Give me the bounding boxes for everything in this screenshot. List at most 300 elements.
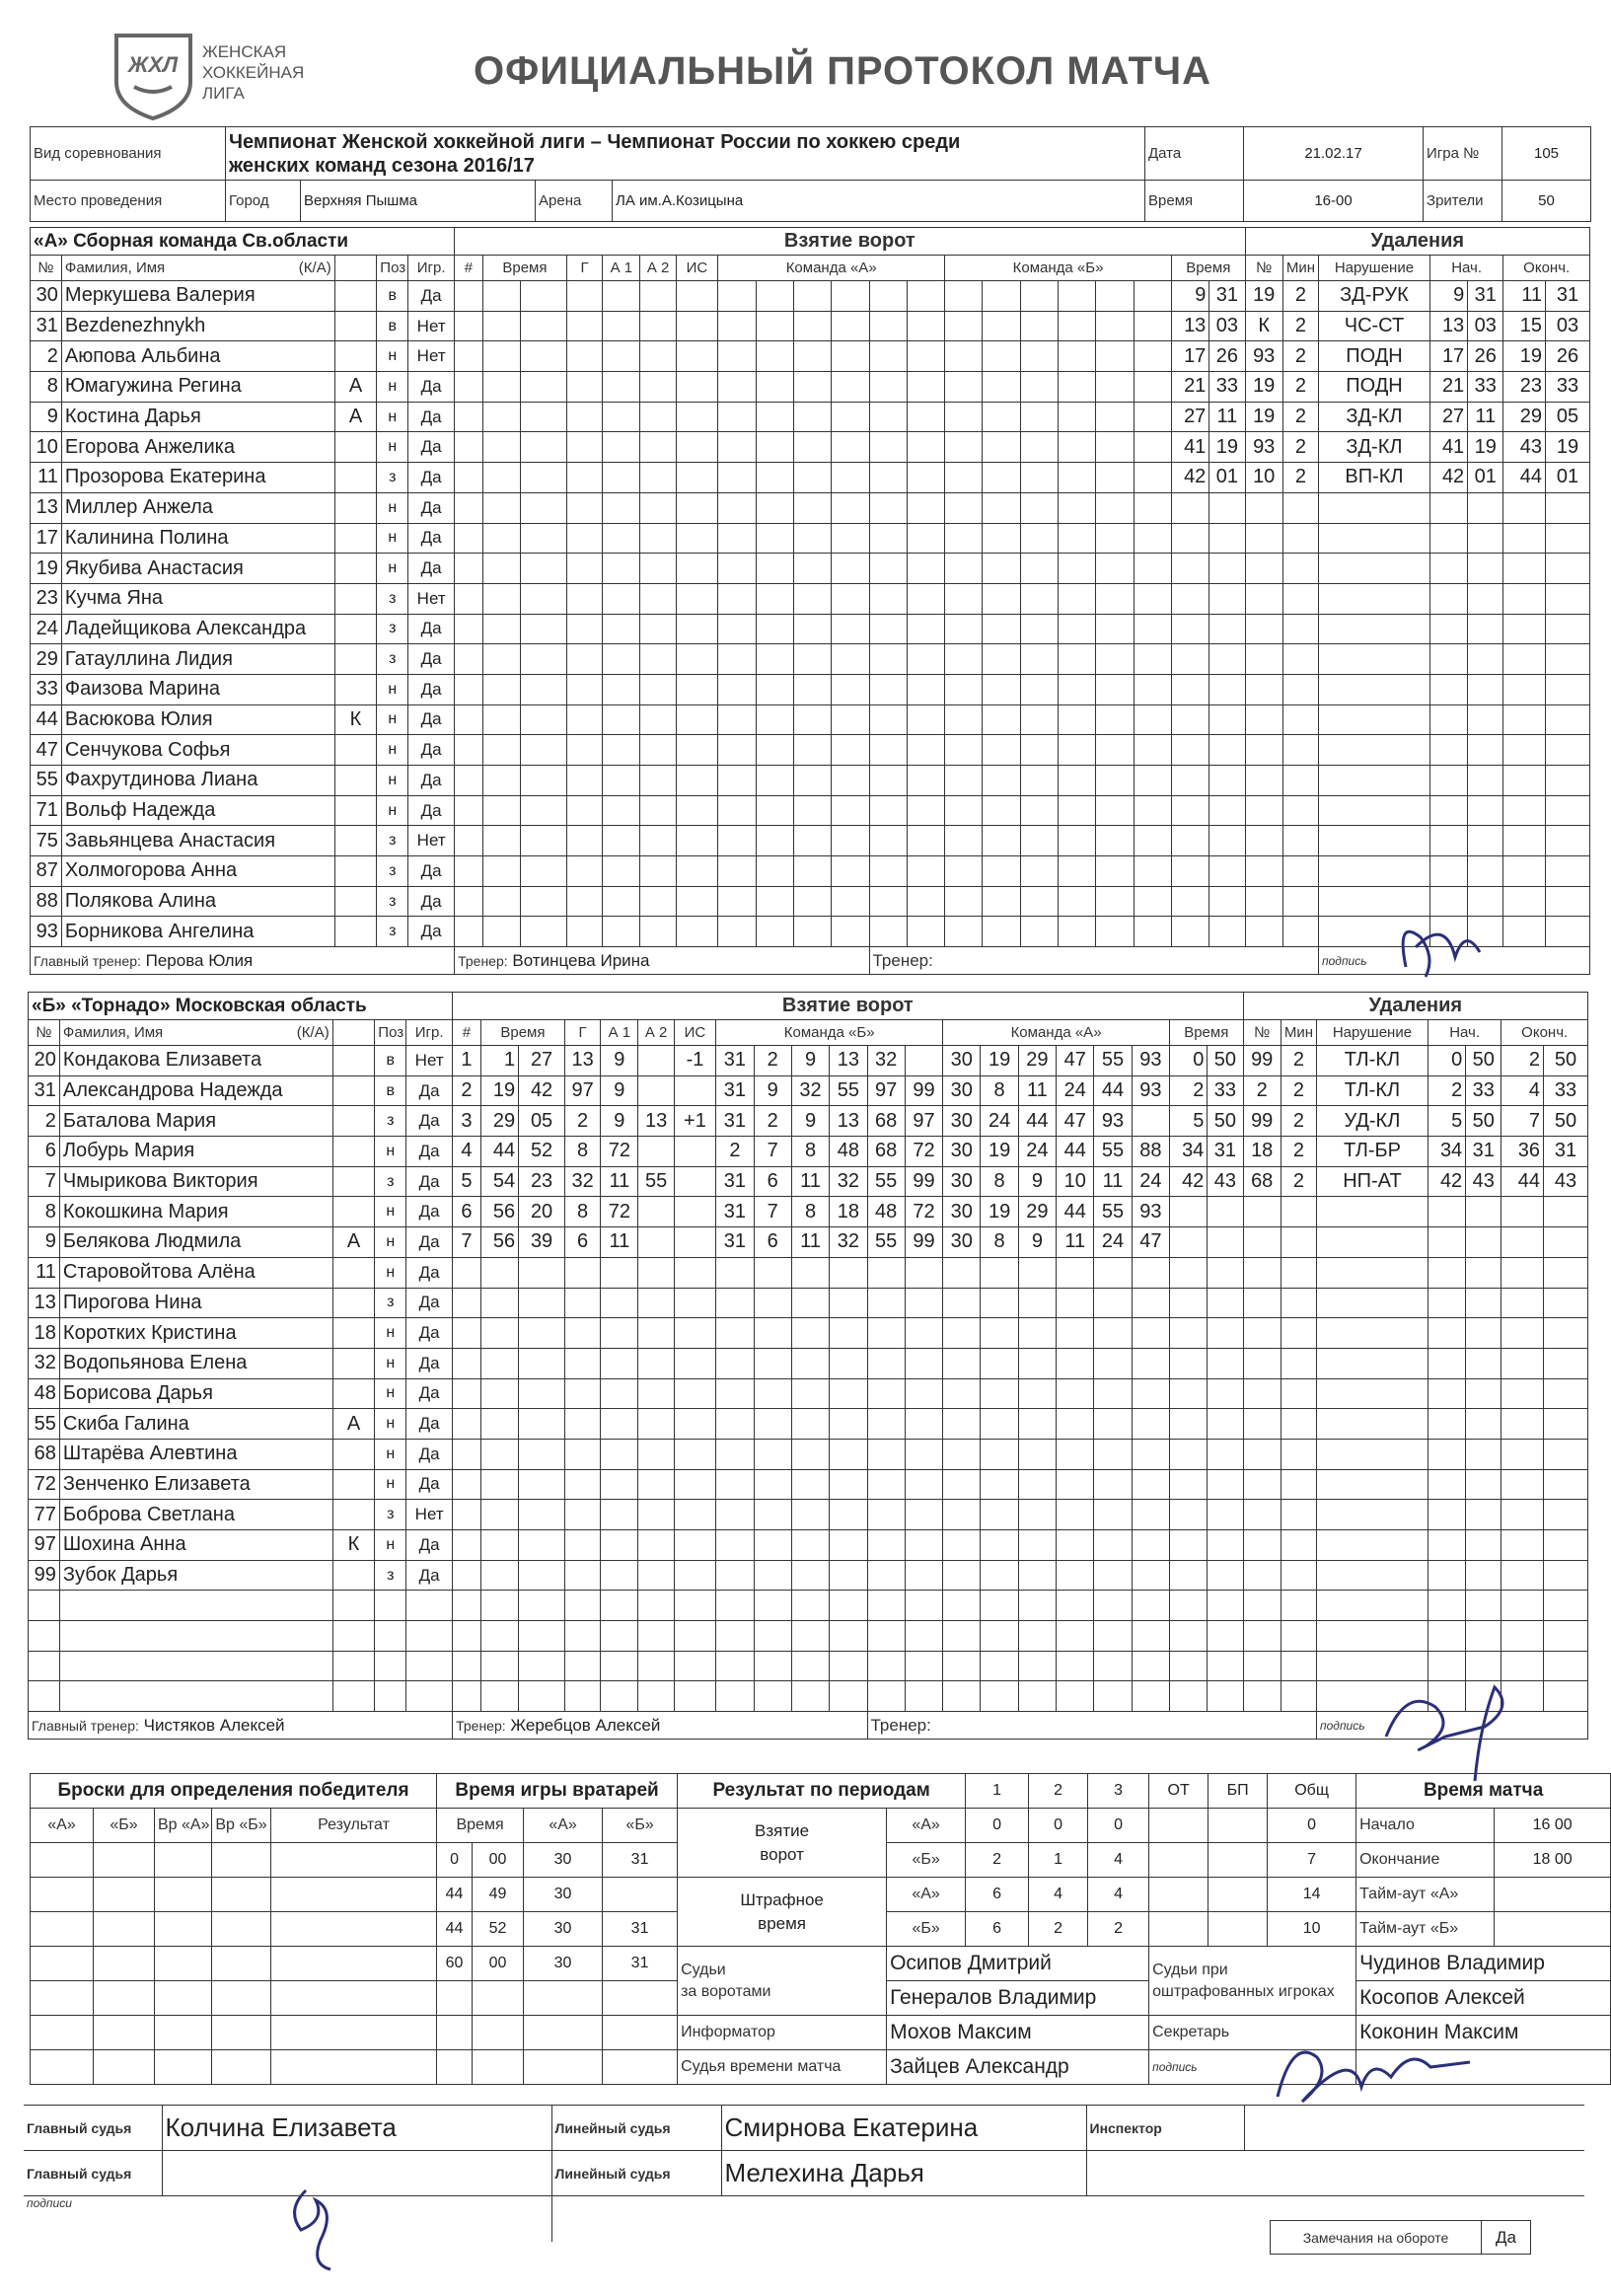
goalie-cell	[473, 2016, 524, 2050]
goal-empty-cell	[718, 432, 756, 463]
col-pen-min: Мин	[1282, 256, 1318, 281]
goal-empty-cell	[566, 341, 602, 372]
goal-empty-cell	[1096, 644, 1134, 675]
penalty-violation: ЗД-РУК	[1319, 281, 1430, 312]
goal-empty-cell	[676, 766, 718, 796]
goal-empty-cell	[867, 1560, 905, 1591]
penalty-empty-cell	[1317, 1500, 1428, 1530]
goal-empty-cell	[754, 1348, 791, 1378]
goal-empty-cell	[1096, 372, 1134, 403]
goal-empty-cell	[455, 554, 483, 584]
goal-empty-cell	[519, 1348, 565, 1378]
goal-empty-cell	[566, 311, 602, 341]
goal-empty-cell	[482, 644, 520, 675]
penalty-empty-cell	[1429, 492, 1467, 523]
goal-empty-cell	[754, 1560, 791, 1591]
goalie-cell	[603, 2050, 678, 2085]
goal-empty-cell	[907, 826, 944, 856]
penalty-time-sec: 33	[1209, 372, 1245, 403]
goal-empty-cell	[638, 1500, 674, 1530]
player-captain-mark	[334, 341, 377, 372]
goal-empty-cell	[1094, 1378, 1132, 1409]
goal-empty-cell	[480, 1530, 518, 1561]
penalty-empty-cell	[1245, 886, 1282, 917]
penalty-empty-cell	[1208, 1439, 1243, 1469]
player-number: 13	[29, 1288, 60, 1318]
goal-empty-cell	[521, 583, 567, 614]
player-captain-mark	[332, 1621, 375, 1652]
goal-empty-cell	[1134, 402, 1171, 432]
table-row	[29, 1106, 1588, 1137]
goal-empty-cell	[1096, 402, 1134, 432]
penalty-empty-cell	[1245, 766, 1282, 796]
penalty-empty-cell	[1282, 886, 1318, 917]
goal-empty-cell	[482, 795, 520, 826]
goal-empty-cell	[1094, 1348, 1132, 1378]
goal-empty-cell	[564, 1439, 600, 1469]
goalie-cell	[524, 1981, 603, 2016]
goal-empty-cell	[1134, 856, 1171, 887]
goal-empty-cell	[907, 372, 944, 403]
penalty-empty-cell	[1170, 1439, 1208, 1469]
player-name: Вольф Надежда	[61, 795, 334, 826]
goal-empty-cell	[869, 281, 907, 312]
shootout-col-gk-b: Вр «Б»	[212, 1809, 271, 1843]
penalty-violation: ЗД-КЛ	[1319, 402, 1430, 432]
league-logo	[107, 28, 200, 121]
goal-opp-player	[1132, 1106, 1169, 1137]
goal-assist-1: 9	[601, 1106, 638, 1137]
goal-empty-cell	[521, 341, 567, 372]
shootout-title: Броски для определения победителя	[31, 1774, 437, 1809]
penalty-empty-cell	[1245, 856, 1282, 887]
penalty-start-min: 27	[1429, 402, 1467, 432]
logo-letters: ЖХЛ	[127, 52, 179, 77]
goal-empty-cell	[791, 1530, 829, 1561]
goal-empty-cell	[1096, 523, 1134, 554]
penalty-empty-cell	[1503, 856, 1546, 887]
penalty-empty-cell	[1428, 1348, 1465, 1378]
player-captain-mark: К	[334, 704, 377, 735]
col-goal-g: Г	[564, 1020, 600, 1046]
goal-empty-cell	[907, 795, 944, 826]
goal-empty-cell	[1020, 341, 1058, 372]
line-judge-label-2: Линейный судья	[551, 2151, 721, 2196]
goal-empty-cell	[1018, 1257, 1056, 1288]
penalty-time-sec: 19	[1209, 432, 1245, 463]
penalty-time-min: 2	[1170, 1075, 1208, 1106]
penalty-player: 99	[1243, 1046, 1281, 1076]
goal-empty-cell	[480, 1257, 518, 1288]
penalty-empty-cell	[1543, 1681, 1587, 1712]
penalty-b-ot	[1149, 1912, 1208, 1947]
goal-empty-cell	[1059, 614, 1096, 644]
game-number-value: 105	[1502, 127, 1591, 181]
player-name: Bezdenezhnykh	[61, 311, 334, 341]
penalty-empty-cell	[1208, 1530, 1243, 1561]
goal-scorer: 8	[564, 1137, 600, 1167]
penalty-end-sec: 31	[1543, 1137, 1587, 1167]
goal-own-player: 31	[716, 1106, 754, 1137]
goal-opp-player: 30	[943, 1166, 981, 1197]
goal-assist-2	[638, 1227, 674, 1258]
goal-empty-cell	[1132, 1681, 1169, 1712]
penalty-time-min: 42	[1172, 463, 1209, 493]
goal-empty-cell	[943, 1560, 981, 1591]
player-number: 33	[31, 674, 62, 704]
penalty-empty-cell	[1170, 1288, 1208, 1318]
goal-empty-cell	[521, 492, 567, 523]
goal-empty-cell	[638, 1560, 674, 1591]
player-position: з	[377, 644, 408, 675]
penalty-empty-cell	[1281, 1469, 1316, 1500]
player-captain-mark	[332, 1075, 375, 1106]
goal-empty-cell	[480, 1348, 518, 1378]
goal-empty-cell	[716, 1500, 754, 1530]
goal-empty-cell	[754, 1439, 791, 1469]
penalty-start-sec: 26	[1468, 341, 1503, 372]
penalty-violation: ПОДН	[1319, 372, 1430, 403]
col-goal-is: ИС	[674, 1020, 716, 1046]
goal-empty-cell	[1057, 1530, 1094, 1561]
team-b-head-coach	[29, 1712, 453, 1740]
penalty-empty-cell	[1545, 644, 1589, 675]
goal-scorer: 32	[564, 1166, 600, 1197]
goal-empty-cell	[830, 1591, 867, 1621]
penalty-player: 2	[1243, 1075, 1281, 1106]
goal-empty-cell	[638, 1651, 674, 1681]
team-b-team-title: «Б» «Торнадо» Московская область	[29, 993, 453, 1020]
shootout-cell	[31, 1878, 94, 1912]
player-captain-mark	[332, 1560, 375, 1591]
goalie-cell	[473, 2050, 524, 2085]
goal-empty-cell	[905, 1409, 942, 1440]
goal-empty-cell	[603, 341, 640, 372]
penalty-empty-cell	[1208, 1348, 1243, 1378]
notes-box	[1270, 2220, 1531, 2255]
goal-empty-cell	[905, 1651, 942, 1681]
player-name: Гатауллина Лидия	[61, 644, 334, 675]
penalty-empty-cell	[1282, 856, 1318, 887]
goal-empty-cell	[676, 614, 718, 644]
player-number: 9	[29, 1227, 60, 1258]
goal-own-player: 32	[791, 1075, 829, 1106]
goal-empty-cell	[867, 1469, 905, 1500]
goal-empty-cell	[676, 826, 718, 856]
goal-empty-cell	[981, 1651, 1018, 1681]
goal-empty-cell	[521, 372, 567, 403]
goal-empty-cell	[793, 492, 831, 523]
goal-empty-cell	[1096, 856, 1134, 887]
col-side-opp: Команда «Б»	[945, 256, 1172, 281]
penalty-empty-cell	[1501, 1591, 1544, 1621]
shootout-cell	[94, 1981, 155, 2016]
goal-empty-cell	[907, 523, 944, 554]
goal-empty-cell	[519, 1439, 565, 1469]
goal-empty-cell	[907, 432, 944, 463]
line-judge-1: Смирнова Екатерина	[721, 2106, 1086, 2151]
line-judge-label: Линейный судья	[551, 2106, 721, 2151]
goal-empty-cell	[482, 826, 520, 856]
goal-empty-cell	[867, 1681, 905, 1712]
goalie-b: 31	[603, 1947, 678, 1981]
player-number: 31	[29, 1075, 60, 1106]
goal-empty-cell	[981, 1591, 1018, 1621]
player-name: Фахрутдинова Лиана	[61, 766, 334, 796]
player-number	[29, 1621, 60, 1652]
coach-value: Жеребцов Алексей	[510, 1715, 661, 1735]
goal-empty-cell	[943, 1348, 981, 1378]
goal-empty-cell	[1020, 523, 1058, 554]
goal-empty-cell	[1059, 463, 1096, 493]
penalty-empty-cell	[1503, 766, 1546, 796]
penalty-empty-cell	[1545, 523, 1589, 554]
goal-empty-cell	[1134, 523, 1171, 554]
penalty-end-sec: 31	[1545, 281, 1589, 312]
goal-empty-cell	[676, 674, 718, 704]
penalty-empty-cell	[1545, 674, 1589, 704]
player-played: Нет	[408, 583, 455, 614]
goal-empty-cell	[1094, 1257, 1132, 1288]
table-row	[29, 1439, 1588, 1469]
shootout-cell	[94, 1947, 155, 1981]
goal-opp-player: 55	[1094, 1137, 1132, 1167]
goal-own-player: 13	[830, 1106, 867, 1137]
goal-empty-cell	[521, 402, 567, 432]
penalty-end-sec: 03	[1545, 311, 1589, 341]
goal-empty-cell	[869, 704, 907, 735]
goal-opp-player: 30	[943, 1137, 981, 1167]
goal-empty-cell	[793, 554, 831, 584]
goal-empty-cell	[603, 735, 640, 766]
penalty-empty-cell	[1503, 583, 1546, 614]
goal-opp-player: 30	[943, 1075, 981, 1106]
penalty-empty-cell	[1282, 583, 1318, 614]
goal-empty-cell	[482, 372, 520, 403]
goal-empty-cell	[453, 1621, 481, 1652]
goal-empty-cell	[480, 1651, 518, 1681]
player-position: з	[377, 826, 408, 856]
player-played: Да	[408, 523, 455, 554]
penalty-empty-cell	[1428, 1469, 1465, 1500]
goal-empty-cell	[1018, 1288, 1056, 1318]
penalty-time-sec: 50	[1208, 1046, 1243, 1076]
goals-b-p2: 1	[1029, 1843, 1088, 1878]
league-name-line-1: ЖЕНСКАЯ	[202, 42, 287, 61]
goals-label-line-1: Взятие	[755, 1820, 810, 1840]
goal-empty-cell	[832, 463, 869, 493]
goalie-a: 30	[524, 1878, 603, 1912]
league-name	[202, 41, 304, 104]
goal-empty-cell	[832, 402, 869, 432]
goal-empty-cell	[1094, 1560, 1132, 1591]
player-captain-mark	[332, 1469, 375, 1500]
goal-empty-cell	[756, 402, 793, 432]
penalty-empty-cell	[1281, 1651, 1316, 1681]
penalty-empty-cell	[1319, 523, 1430, 554]
goal-empty-cell	[674, 1409, 716, 1440]
goal-empty-cell	[756, 674, 793, 704]
penalty-player: 19	[1245, 281, 1282, 312]
col-goal-g: Г	[566, 256, 602, 281]
penalty-empty-cell	[1170, 1500, 1208, 1530]
table-row	[29, 1469, 1588, 1500]
goal-empty-cell	[907, 735, 944, 766]
goal-empty-cell	[564, 1257, 600, 1288]
shootout-cell	[212, 1947, 271, 1981]
player-number: 23	[31, 583, 62, 614]
player-played: Да	[408, 795, 455, 826]
table-row	[31, 614, 1590, 644]
table-row	[29, 1500, 1588, 1530]
shootout-cell	[155, 1843, 212, 1878]
col-goal-is: ИС	[676, 256, 718, 281]
player-captain-mark	[332, 1500, 375, 1530]
penalty-label-line-1: Штрафное	[740, 1889, 824, 1909]
goal-empty-cell	[676, 432, 718, 463]
player-name: Фаизова Марина	[61, 674, 334, 704]
player-captain-mark: А	[332, 1227, 375, 1258]
shootout-cell	[31, 1981, 94, 2016]
goal-empty-cell	[754, 1651, 791, 1681]
goal-empty-cell	[943, 1288, 981, 1318]
goal-empty-cell	[674, 1530, 716, 1561]
penalty-empty-cell	[1428, 1530, 1465, 1561]
venue-label: Место проведения	[31, 181, 226, 222]
penalty-empty-cell	[1501, 1560, 1544, 1591]
goal-time-sec: 42	[519, 1075, 565, 1106]
goal-empty-cell	[1134, 917, 1171, 947]
penalty-empty-cell	[1281, 1560, 1316, 1591]
team-b-coach	[453, 1712, 867, 1740]
goal-empty-cell	[830, 1378, 867, 1409]
goal-empty-cell	[566, 492, 602, 523]
goal-empty-cell	[455, 826, 483, 856]
penalty-empty-cell	[1319, 674, 1430, 704]
goal-empty-cell	[640, 826, 676, 856]
goal-empty-cell	[1134, 583, 1171, 614]
penalty-player: 93	[1245, 432, 1282, 463]
penalty-empty-cell	[1317, 1227, 1428, 1258]
match-start-label: Начало	[1356, 1809, 1495, 1843]
player-number: 99	[29, 1560, 60, 1591]
goal-empty-cell	[832, 886, 869, 917]
goal-empty-cell	[521, 766, 567, 796]
goal-empty-cell	[519, 1409, 565, 1440]
goal-empty-cell	[754, 1591, 791, 1621]
goal-empty-cell	[1059, 311, 1096, 341]
penalty-empty-cell	[1281, 1500, 1316, 1530]
goal-empty-cell	[791, 1348, 829, 1378]
period-1-header: 1	[966, 1774, 1029, 1809]
notes-value: Да	[1482, 2221, 1531, 2255]
penalty-empty-cell	[1319, 856, 1430, 887]
player-number: 8	[29, 1197, 60, 1227]
team-a-sign-label: подпись	[1319, 947, 1590, 975]
timekeeper-value: Зайцев Александр	[887, 2050, 1149, 2085]
head-coach-value: Чистяков Алексей	[143, 1715, 285, 1735]
goal-empty-cell	[1018, 1530, 1056, 1561]
penalty-empty-cell	[1281, 1378, 1316, 1409]
table-row	[29, 1288, 1588, 1318]
penalty-empty-cell	[1543, 1227, 1587, 1258]
team-a-penalties-title: Удаления	[1245, 228, 1589, 256]
penalty-end-sec: 05	[1545, 402, 1589, 432]
goal-empty-cell	[1020, 674, 1058, 704]
penalty-empty-cell	[1319, 492, 1430, 523]
penalty-empty-cell	[1429, 704, 1467, 735]
penalty-empty-cell	[1429, 614, 1467, 644]
penalty-empty-cell	[1243, 1439, 1281, 1469]
goal-empty-cell	[754, 1621, 791, 1652]
penalty-player: 99	[1243, 1106, 1281, 1137]
goal-empty-cell	[638, 1591, 674, 1621]
goal-own-player: 32	[830, 1227, 867, 1258]
penalty-empty-cell	[1172, 492, 1209, 523]
penalty-end-min: 44	[1501, 1166, 1544, 1197]
period-2-header: 2	[1029, 1774, 1088, 1809]
goal-empty-cell	[945, 432, 983, 463]
goal-empty-cell	[1020, 372, 1058, 403]
player-captain-mark	[334, 463, 377, 493]
player-name	[59, 1621, 332, 1652]
player-position: н	[377, 735, 408, 766]
goals-row-label	[678, 1809, 887, 1878]
goal-empty-cell	[1057, 1591, 1094, 1621]
goal-empty-cell	[564, 1530, 600, 1561]
goal-empty-cell	[1134, 492, 1171, 523]
col-goal-hash: #	[455, 256, 483, 281]
goal-empty-cell	[756, 583, 793, 614]
penalty-start-min: 5	[1428, 1106, 1465, 1137]
goal-empty-cell	[519, 1500, 565, 1530]
goal-opp-player: 30	[943, 1227, 981, 1258]
goal-empty-cell	[869, 826, 907, 856]
player-captain-mark	[332, 1137, 375, 1167]
goal-empty-cell	[482, 735, 520, 766]
penalty-empty-cell	[1282, 674, 1318, 704]
col-goal-hash: #	[453, 1020, 481, 1046]
goal-empty-cell	[521, 704, 567, 735]
timeout-b-value	[1495, 1912, 1611, 1947]
goal-empty-cell	[676, 492, 718, 523]
goal-empty-cell	[1094, 1621, 1132, 1652]
penalty-empty-cell	[1317, 1621, 1428, 1652]
penalty-violation: ПОДН	[1319, 341, 1430, 372]
penalty-empty-cell	[1468, 795, 1503, 826]
penalty-empty-cell	[1466, 1591, 1501, 1621]
player-captain-mark	[334, 795, 377, 826]
goal-empty-cell	[867, 1378, 905, 1409]
goal-empty-cell	[832, 554, 869, 584]
goal-empty-cell	[1096, 886, 1134, 917]
player-captain-mark	[332, 1166, 375, 1197]
goal-scorer: 13	[564, 1046, 600, 1076]
goal-empty-cell	[521, 735, 567, 766]
penalty-empty-cell	[1282, 826, 1318, 856]
penalty-empty-cell	[1281, 1348, 1316, 1378]
player-position: н	[375, 1348, 406, 1378]
col-pos: Поз	[377, 256, 408, 281]
goal-empty-cell	[1134, 674, 1171, 704]
goal-empty-cell	[867, 1621, 905, 1652]
goal-empty-cell	[945, 281, 983, 312]
goal-empty-cell	[1020, 704, 1058, 735]
goal-empty-cell	[1132, 1409, 1169, 1440]
goal-number: 7	[453, 1227, 481, 1258]
goals-b-ot	[1149, 1843, 1208, 1878]
penalty-empty-cell	[1209, 644, 1245, 675]
